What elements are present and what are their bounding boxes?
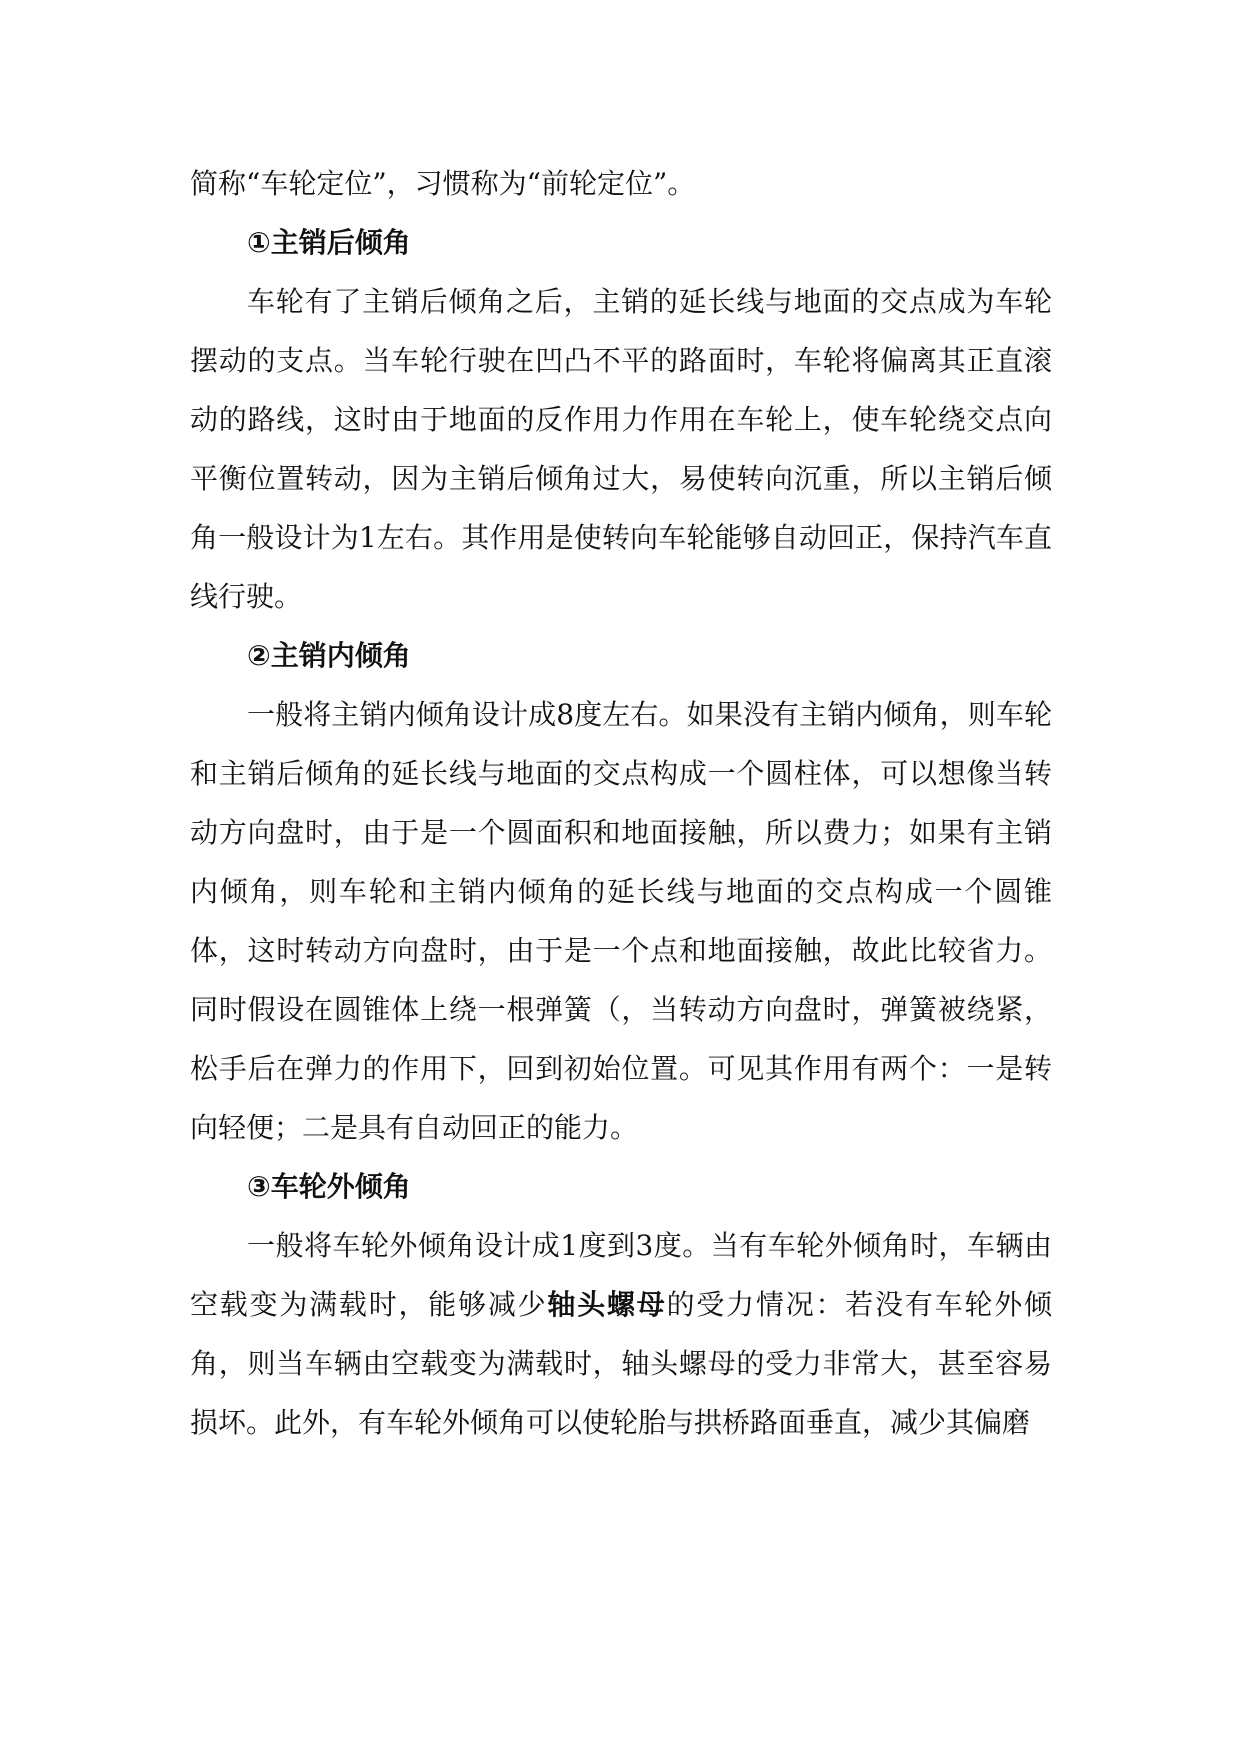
section-heading-kingpin-inclination: ②主销内倾角: [247, 639, 411, 672]
wheel-camber-text-end: 的受力情况：若没有车轮外倾角，则当车辆由空载变为满载时，轴头螺母的受力非常大，甚至容易损坏。此外，有车轮外倾角可以使轮胎与拱桥路面垂直，减少其偏磨: [190, 1288, 1052, 1439]
document-body: [190, 154, 1052, 1452]
axle-nut-term: 轴头螺母: [547, 1288, 667, 1321]
kingpin-inclination-paragraph: 一般将主销内倾角设计成8度左右。如果没有主销内倾角，则车轮和主销后倾角的延长线与地面的交点构成一个圆柱体，可以想像当转动方向盘时，由于是一个圆面积和地面接触，所以费力；如果有主销内倾角，则车轮和主销内倾角的延长线与地面的交点构成一个圆锥体，这时转动方向盘时，由于是一个点和地面接触，故此比较省力。同时假设在圆锥体上绕一根弹簧（，当转动方向盘时，弹簧被绕紧，松手后在弹力的作用下，回到初始位置。可见其作用有两个：一是转向轻便；二是具有自动回正的能力。: [190, 698, 1052, 1144]
section-heading-wheel-camber: ③车轮外倾角: [247, 1170, 411, 1203]
wheel-camber-paragraph: [190, 1216, 1052, 1452]
section-heading-kingpin-caster: ①主销后倾角: [247, 226, 411, 259]
wheel-camber-text-start: 一般将车轮外倾角设计成1度到3度。当有车轮外倾角时，车辆由空载变为满载时，能够减少: [190, 1229, 1052, 1321]
intro-paragraph: 简称“车轮定位”，习惯称为“前轮定位”。: [190, 167, 696, 200]
kingpin-caster-paragraph: 车轮有了主销后倾角之后，主销的延长线与地面的交点成为车轮摆动的支点。当车轮行驶在凹凸不平的路面时，车轮将偏离其正直滚动的路线，这时由于地面的反作用力作用在车轮上，使车轮绕交点向平衡位置转动，因为主销后倾角过大，易使转向沉重，所以主销后倾角一般设计为1左右。其作用是使转向车轮能够自动回正，保持汽车直线行驶。: [190, 285, 1052, 613]
